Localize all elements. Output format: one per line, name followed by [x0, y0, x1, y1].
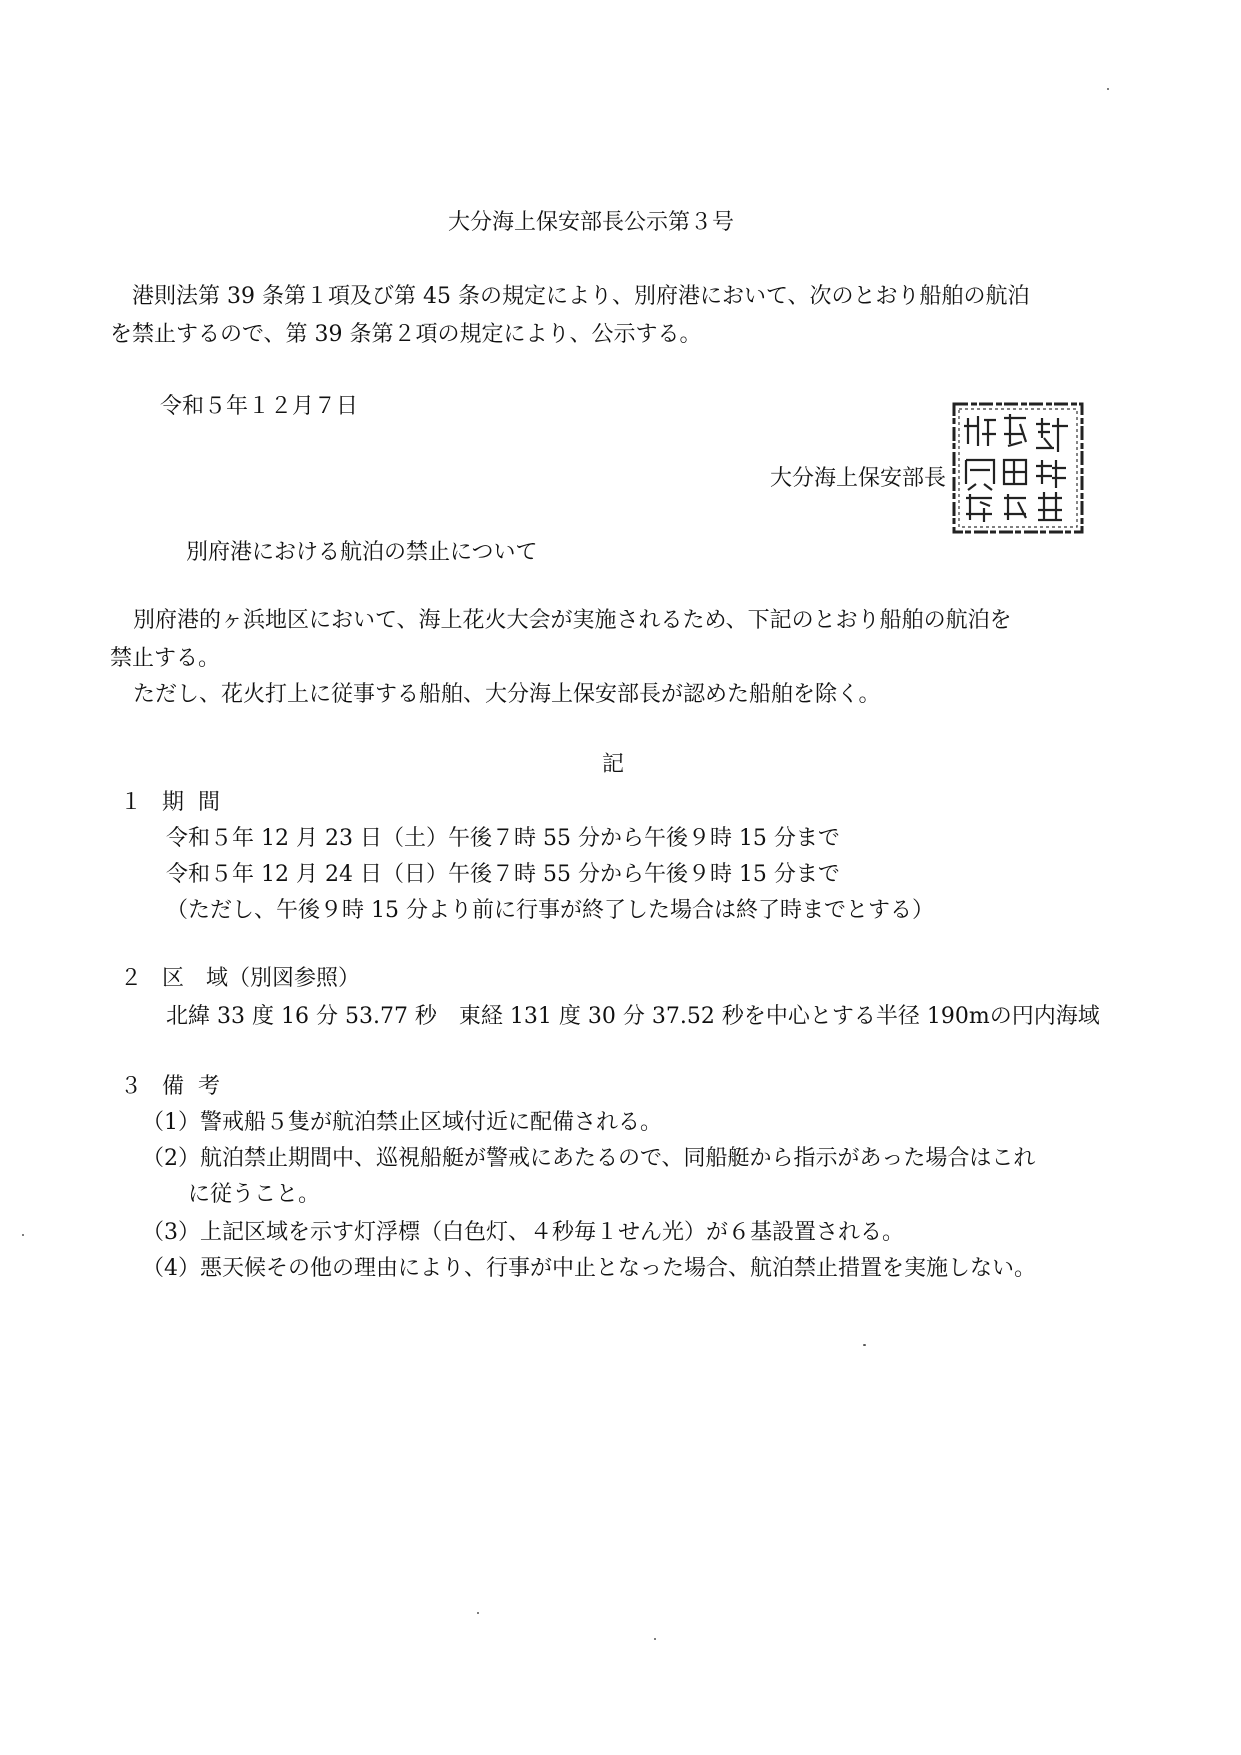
section-heading-remarks: 備考 [162, 1074, 235, 1099]
body-paragraph-line: 禁止する。 [110, 646, 221, 671]
official-seal-stamp [948, 398, 1088, 538]
section-heading-period: 期間 [162, 790, 235, 815]
section-heading-area: 区 域（別図参照） [162, 966, 361, 991]
period-line: 令和５年 12 月 24 日（日）午後７時 55 分から午後９時 15 分まで [166, 862, 840, 887]
scan-speck [863, 1344, 866, 1346]
scan-speck [477, 1612, 479, 1614]
remark-item: （4）悪天候その他の理由により、行事が中止となった場合、航泊禁止措置を実施しない。 [142, 1256, 1037, 1281]
section-number: １ [120, 790, 143, 815]
remark-item: （3）上記区域を示す灯浮標（白色灯、４秒毎１せん光）が６基設置される。 [142, 1220, 904, 1245]
scan-speck [22, 1234, 24, 1236]
ki-heading: 記 [602, 752, 625, 777]
issuer-title: 大分海上保安部長 [770, 466, 947, 491]
issue-date: 令和５年１２月７日 [160, 394, 359, 419]
document-number: 大分海上保安部長公示第３号 [448, 210, 735, 235]
period-note: （ただし、午後９時 15 分より前に行事が終了した場合は終了時までとする） [166, 898, 934, 923]
section-number: ３ [120, 1074, 143, 1099]
period-line: 令和５年 12 月 23 日（土）午後７時 55 分から午後９時 15 分まで [166, 826, 840, 851]
remark-item-continuation: に従うこと。 [188, 1182, 321, 1207]
intro-paragraph-line: 港則法第 39 条第１項及び第 45 条の規定により、別府港において、次のとおり船舶の航泊 [132, 284, 1030, 309]
scan-speck [654, 1638, 656, 1640]
intro-paragraph-line: を禁止するので、第 39 条第２項の規定により、公示する。 [110, 322, 702, 347]
body-paragraph-line: ただし、花火打上に従事する船舶、大分海上保安部長が認めた船舶を除く。 [133, 682, 881, 707]
scan-speck [1107, 88, 1109, 90]
body-paragraph-line: 別府港的ヶ浜地区において、海上花火大会が実施されるため、下記のとおり船舶の航泊を [133, 608, 1012, 633]
remark-item: （1）警戒船５隻が航泊禁止区域付近に配備される。 [142, 1110, 662, 1135]
section-number: ２ [120, 966, 143, 991]
remark-item: （2）航泊禁止期間中、巡視船艇が警戒にあたるので、同船艇から指示があった場合はこれ [142, 1146, 1036, 1171]
notice-subject: 別府港における航泊の禁止について [186, 540, 538, 565]
area-description: 北緯 33 度 16 分 53.77 秒 東経 131 度 30 分 37.52 秒を中心とする半径 190mの円内海域 [166, 1004, 1100, 1029]
